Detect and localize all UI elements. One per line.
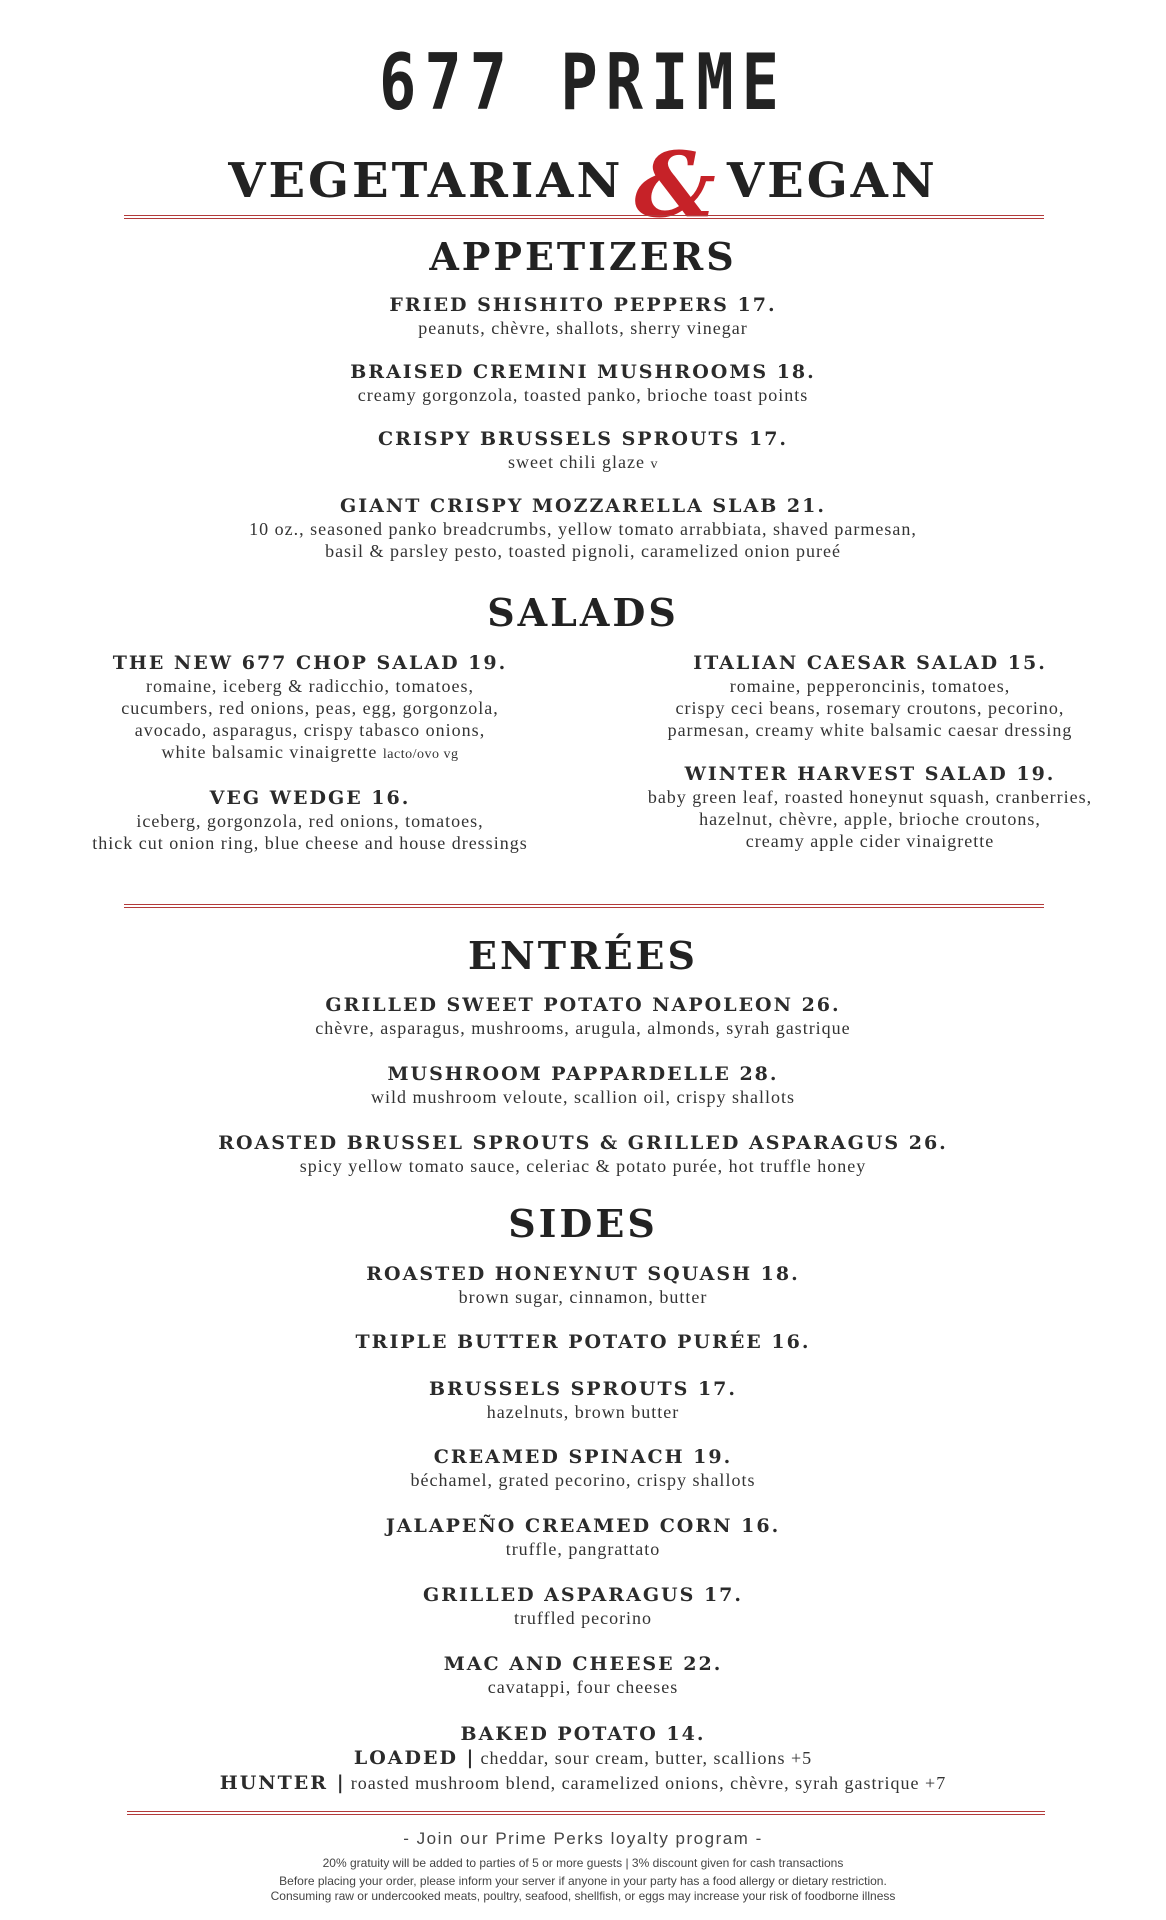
item-name: GRILLED SWEET POTATO NAPOLEON 26. <box>325 994 841 1016</box>
menu-item <box>0 1722 1166 1746</box>
food-safety-warning: Consuming raw or undercooked meats, poultry, seafood, shellfish, or eggs may increase your risk of foodborne illness <box>270 1889 896 1903</box>
section-title-appetizers: APPETIZERS <box>429 234 737 279</box>
menu-subtitle <box>0 132 1166 238</box>
item-description: parmesan, creamy white balsamic caesar dressing <box>667 720 1073 740</box>
allergy-notice: Before placing your order, please inform your server if anyone in your party has a food allergy or dietary restriction. <box>279 1874 887 1888</box>
item-description: truffled pecorino <box>513 1608 653 1628</box>
item-name: THE NEW 677 CHOP SALAD 19. <box>112 652 508 674</box>
item-description: brown sugar, cinnamon, butter <box>458 1287 708 1307</box>
item-description: creamy apple cider vinaigrette <box>745 831 995 851</box>
item-name: VEG WEDGE 16. <box>209 787 411 809</box>
menu-item <box>0 293 1166 339</box>
item-name: BRUSSELS SPROUTS 17. <box>428 1378 738 1400</box>
menu-item <box>0 993 1166 1039</box>
divider-top <box>124 215 1044 219</box>
item-name: ROASTED BRUSSEL SPROUTS & GRILLED ASPARAGUS 26. <box>218 1132 948 1154</box>
item-description: 10 oz., seasoned panko breadcrumbs, yellow tomato arrabbiata, shaved parmesan, <box>249 519 917 539</box>
item-description: romaine, pepperoncinis, tomatoes, <box>729 676 1011 696</box>
menu-item <box>0 360 1166 406</box>
menu-item <box>600 762 1140 852</box>
item-name: CRISPY BRUSSELS SPROUTS 17. <box>377 428 789 450</box>
item-description: wild mushroom veloute, scallion oil, crispy shallots <box>371 1087 795 1107</box>
menu-item <box>0 1131 1166 1177</box>
item-name: TRIPLE BUTTER POTATO PURÉE 16. <box>355 1331 811 1353</box>
item-description: spicy yellow tomato sauce, celeriac & potato purée, hot truffle honey <box>299 1156 867 1176</box>
item-name: GIANT CRISPY MOZZARELLA SLAB 21. <box>340 495 826 517</box>
menu-item <box>0 1062 1166 1108</box>
item-description: basil & parsley pesto, toasted pignoli, caramelized onion pureé <box>325 541 841 561</box>
item-name: ITALIAN CAESAR SALAD 15. <box>693 652 1047 674</box>
loyalty-program-link[interactable]: - Join our Prime Perks loyalty program - <box>403 1829 763 1848</box>
subtitle-vegan: VEGAN <box>726 153 938 209</box>
menu-item <box>0 1445 1166 1491</box>
ampersand-ornament: & <box>634 132 716 238</box>
option-label: LOADED | <box>353 1747 476 1769</box>
item-description: cucumbers, red onions, peas, egg, gorgonzola, <box>121 698 499 718</box>
restaurant-logo: 677 PRIME <box>379 36 787 128</box>
item-description: hazelnuts, brown butter <box>486 1402 680 1422</box>
item-name: WINTER HARVEST SALAD 19. <box>684 763 1056 785</box>
menu-item <box>0 1377 1166 1423</box>
menu-item <box>0 1652 1166 1698</box>
gratuity-notice: 20% gratuity will be added to parties of 5 or more guests | 3% discount given for cash transactions <box>322 1856 844 1870</box>
item-name: MUSHROOM PAPPARDELLE 28. <box>387 1063 779 1085</box>
subtitle-vegetarian: VEGETARIAN <box>228 153 624 209</box>
item-description: peanuts, chèvre, shallots, sherry vinegar <box>418 318 748 338</box>
baked-potato-option-hunter <box>0 1771 1166 1796</box>
divider-bottom <box>127 1811 1045 1815</box>
item-description: baby green leaf, roasted honeynut squash, cranberries, <box>647 787 1093 807</box>
option-text: roasted mushroom blend, caramelized onions, chèvre, syrah gastrique +7 <box>350 1773 947 1793</box>
menu-item <box>0 1330 1166 1354</box>
section-title-entrees: ENTRÉES <box>468 933 698 978</box>
menu-item <box>0 1583 1166 1629</box>
item-description: cavatappi, four cheeses <box>487 1677 679 1697</box>
item-name: FRIED SHISHITO PEPPERS 17. <box>389 294 777 316</box>
item-name: BRAISED CREMINI MUSHROOMS 18. <box>350 361 816 383</box>
item-description: hazelnut, chèvre, apple, brioche croutons, <box>699 809 1041 829</box>
item-description: avocado, asparagus, crispy tabasco onions, <box>134 720 486 740</box>
dietary-note: lacto/ovo vg <box>382 747 459 762</box>
divider-middle <box>124 904 1044 908</box>
item-name: CREAMED SPINACH 19. <box>433 1446 733 1468</box>
baked-potato-option-loaded <box>0 1746 1166 1771</box>
item-description: chèvre, asparagus, mushrooms, arugula, almonds, syrah gastrique <box>315 1018 851 1038</box>
item-name: BAKED POTATO 14. <box>460 1723 706 1745</box>
item-description-text: sweet chili glaze <box>508 452 645 472</box>
item-description: creamy gorgonzola, toasted panko, brioche toast points <box>357 385 809 405</box>
item-description: romaine, iceberg & radicchio, tomatoes, <box>145 676 475 696</box>
item-description: truffle, pangrattato <box>505 1539 661 1559</box>
item-description: thick cut onion ring, blue cheese and house dressings <box>92 833 528 853</box>
section-title-salads: SALADS <box>487 590 679 635</box>
item-name: JALAPEÑO CREAMED CORN 16. <box>385 1515 781 1537</box>
menu-item <box>0 1514 1166 1560</box>
menu-item <box>40 651 580 766</box>
item-description <box>40 741 580 766</box>
item-description: iceberg, gorgonzola, red onions, tomatoes, <box>136 811 484 831</box>
item-description <box>0 451 1166 476</box>
item-name: MAC AND CHEESE 22. <box>443 1653 723 1675</box>
item-description-text: white balsamic vinaigrette <box>161 742 378 762</box>
item-description: crispy ceci beans, rosemary croutons, pecorino, <box>675 698 1065 718</box>
menu-item <box>40 786 580 854</box>
option-label: HUNTER | <box>219 1772 346 1794</box>
vegan-marker: v <box>650 457 658 472</box>
section-title-sides: SIDES <box>508 1201 658 1246</box>
menu-item <box>0 494 1166 562</box>
item-description: béchamel, grated pecorino, crispy shallots <box>410 1470 756 1490</box>
option-text: cheddar, sour cream, butter, scallions +5 <box>480 1748 813 1768</box>
item-name: ROASTED HONEYNUT SQUASH 18. <box>366 1263 800 1285</box>
menu-item <box>600 651 1140 741</box>
menu-item <box>0 1262 1166 1308</box>
menu-item <box>0 427 1166 476</box>
item-name: GRILLED ASPARAGUS 17. <box>422 1584 744 1606</box>
